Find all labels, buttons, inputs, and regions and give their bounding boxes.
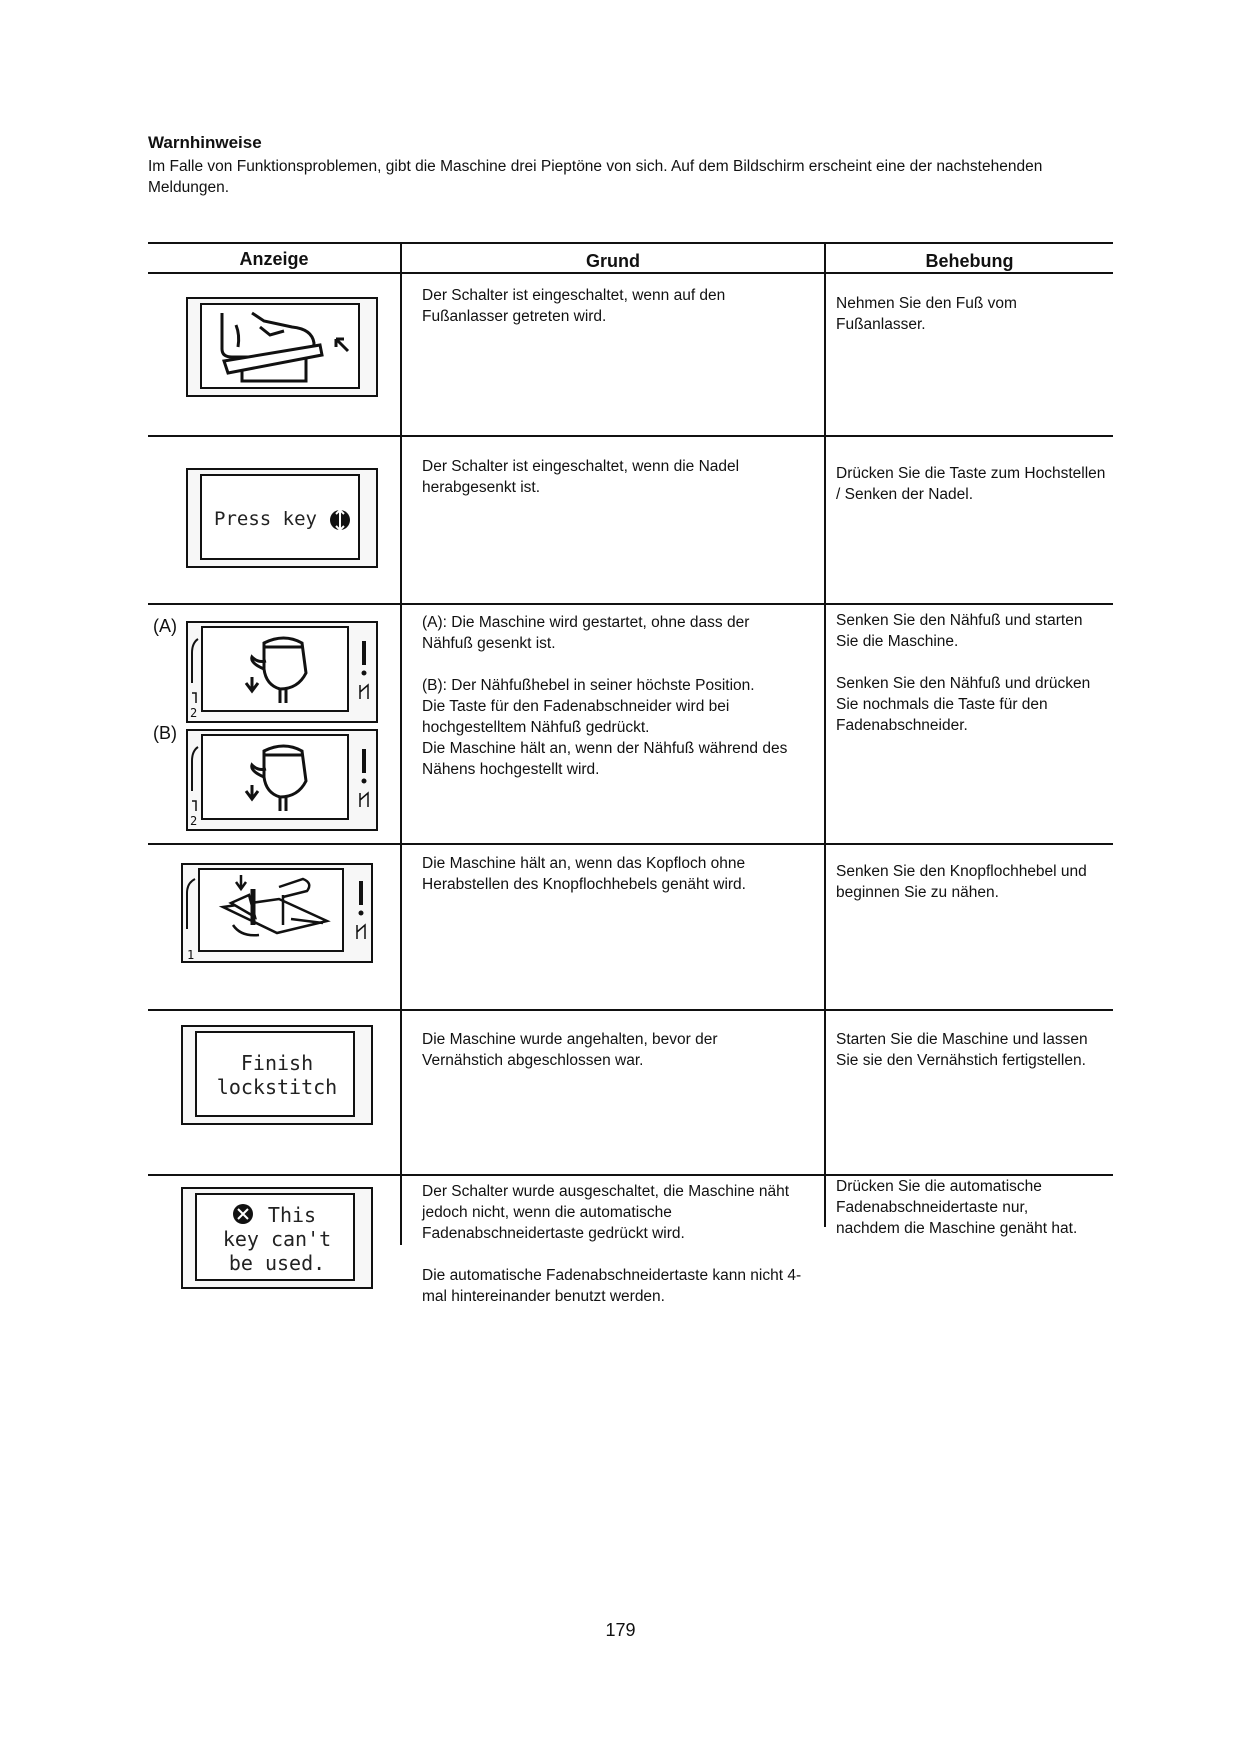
lcd-display [186, 468, 378, 568]
row-rule [148, 1009, 1113, 1011]
lcd-message-line: be used. [228, 1251, 326, 1275]
remedy-text: Drücken Sie die automatische Fadenabschneidertaste nur, nachdem die Maschine genäht hat. [836, 1178, 1078, 1237]
header-rule [148, 272, 1113, 274]
cause-text: Die Maschine hält an, wenn das Kopfloch ohne Herabstellen des Knopflochhebels genäht wird. [422, 855, 746, 893]
remedy-text: Drücken Sie die Taste zum Hochstellen / Senken der Nadel. [836, 465, 1106, 503]
lcd-display [181, 1025, 373, 1125]
row-rule [148, 603, 1113, 605]
lcd-message-line: key can't [222, 1227, 332, 1251]
table-top-rule [148, 242, 1113, 244]
column-divider [824, 242, 826, 1227]
buttonhole-lever-icon [183, 865, 371, 961]
cause-text: Der Schalter ist eingeschaltet, wenn auf den Fußanlasser getreten wird. [422, 287, 726, 325]
cause-text: (A): Die Maschine wird gestartet, ohne dass der Nähfuß gesenkt ist. (B): Der Nähfußhebel in seiner höchste Position. Die Taste für den Fadenabschneider wird bei hochgestelltem Nähfuß gedrückt. Die Maschine hält an, wenn der Nähfuß während des Nähens hochgestellt wird. [422, 614, 788, 778]
cause-text: Die Maschine wurde angehalten, bevor der Vernähstich abgeschlossen war. [422, 1031, 718, 1069]
remedy-text: Nehmen Sie den Fuß vom Fußanlasser. [836, 295, 1017, 333]
cause-text: Der Schalter wurde ausgeschaltet, die Maschine näht jedoch nicht, wenn die automatische Fadenabschneidertaste gedrückt wird. Die automatische Fadenabschneidertaste kann nicht 4-mal hintereinander benutzt werden. [422, 1183, 802, 1305]
remedy-text: Starten Sie die Maschine und lassen Sie sie den Vernähstich fertigstellen. [836, 1031, 1088, 1069]
remedy-text: Senken Sie den Knopflochhebel und beginnen Sie zu nähen. [836, 863, 1087, 901]
screen-number: 2 [190, 706, 198, 720]
label-a: (A) [153, 616, 177, 636]
header-remedy: Behebung [925, 251, 1014, 271]
lcd-display-b [186, 729, 378, 831]
lcd-display [186, 297, 378, 397]
foot-controller-icon [188, 299, 376, 395]
lcd-message-line: This [267, 1203, 317, 1227]
presser-foot-icon [188, 731, 376, 829]
page-number: 179 [605, 1620, 636, 1640]
lcd-message-line: Finish [240, 1051, 314, 1075]
row-rule [148, 843, 1113, 845]
label-b: (B) [153, 723, 177, 743]
cause-text: Der Schalter ist eingeschaltet, wenn die Nadel herabgesenkt ist. [422, 458, 740, 496]
header-display: Anzeige [239, 249, 309, 269]
remedy-text: Senken Sie den Nähfuß und starten Sie die Maschine. Senken Sie den Nähfuß und drücken Sie nochmals die Taste für den Fadenabschneider. [836, 612, 1091, 734]
needle-up-down-icon [188, 470, 376, 566]
lcd-display-a [186, 621, 378, 723]
lcd-message: Press key [214, 508, 317, 530]
lcd-display [181, 863, 373, 963]
intro-text: Im Falle von Funktionsproblemen, gibt die Maschine drei Pieptöne von sich. Auf dem Bildschirm erscheint eine der nachstehenden Meldungen. [148, 158, 1043, 196]
row-rule [148, 435, 1113, 437]
screen-number: 1 [187, 948, 195, 961]
page-title: Warnhinweise [148, 133, 262, 152]
lcd-display [181, 1187, 373, 1289]
screen-number: 2 [190, 814, 198, 828]
column-divider [400, 242, 402, 1245]
presser-foot-icon [188, 623, 376, 721]
lcd-message-line: lockstitch [216, 1075, 338, 1099]
header-cause: Grund [586, 251, 640, 271]
